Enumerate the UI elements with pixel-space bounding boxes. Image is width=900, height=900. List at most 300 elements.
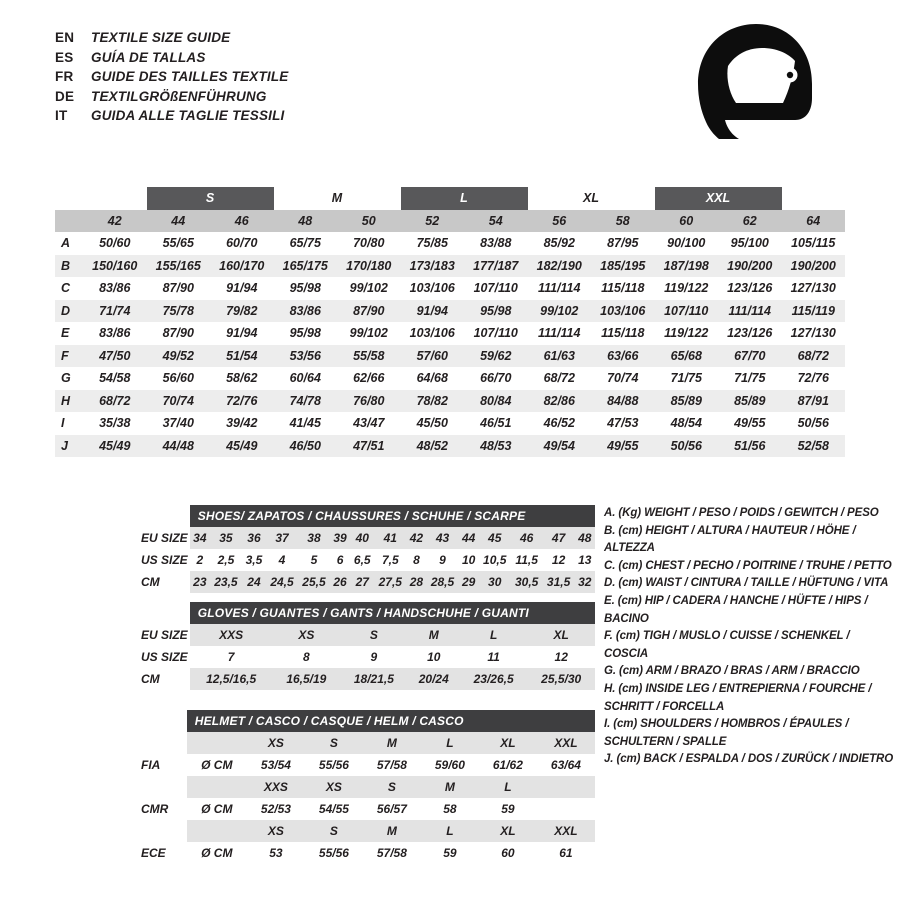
value-cell: 26 xyxy=(333,575,347,589)
measurement-cell: 99/102 xyxy=(540,303,579,318)
measurement-cell: 82/86 xyxy=(543,393,575,408)
value-cell: 3,5 xyxy=(245,553,263,567)
value-cell: 43 xyxy=(435,531,450,545)
table-row xyxy=(55,322,845,345)
measurement-cell: 177/187 xyxy=(473,258,519,273)
measurement-cell: 66/70 xyxy=(480,371,512,386)
title-lang-code: ES xyxy=(55,49,74,65)
value-cell: 9 xyxy=(439,553,446,567)
helmet-standard-label: CMR xyxy=(141,802,169,816)
measurement-cell: 115/118 xyxy=(601,281,645,296)
size-number: 58 xyxy=(591,210,655,233)
value-cell: 20/24 xyxy=(418,672,449,686)
helmet-standard-label: FIA xyxy=(141,758,161,772)
title-lang-code: DE xyxy=(55,88,75,104)
value-cell: 57/58 xyxy=(376,758,407,772)
measurement-letter: B xyxy=(61,258,71,273)
measurement-cell: 45/49 xyxy=(226,438,258,453)
helmet-value-row xyxy=(135,842,595,864)
helmet-size-label: M xyxy=(386,824,397,838)
measurement-cell: 70/74 xyxy=(607,371,639,386)
table-row xyxy=(135,668,595,690)
measurement-cell: 51/56 xyxy=(734,438,766,453)
measurement-cell: 76/80 xyxy=(353,393,385,408)
title-lang-code: EN xyxy=(55,30,75,45)
measurement-cell: 190/200 xyxy=(790,258,836,273)
value-cell: 59 xyxy=(501,802,515,816)
legend-line: A. (Kg) WEIGHT / PESO / POIDS / GEWITCH / PESO xyxy=(604,507,879,519)
value-cell: 27,5 xyxy=(378,575,402,589)
value-cell: 55/56 xyxy=(318,846,349,860)
helmet-size-label: S xyxy=(329,736,338,750)
measurement-cell: 87/91 xyxy=(797,393,829,408)
value-cell: 18/21,5 xyxy=(353,672,394,686)
spacer-cell xyxy=(187,776,247,798)
value-cell: 13 xyxy=(578,553,592,567)
legend-line: D. (cm) WAIST / CINTURA / TAILLE / HÜFTUNG / VITA xyxy=(604,577,889,590)
legend-line: J. (cm) BACK / ESPALDA / DOS / ZURÜCK / INDIETRO xyxy=(604,753,894,766)
value-cell: 30 xyxy=(488,575,502,589)
size-number: 48 xyxy=(274,210,338,233)
measurement-cell: 103/106 xyxy=(409,326,455,341)
measurement-cell: 80/84 xyxy=(480,393,512,408)
measurement-cell: 83/86 xyxy=(289,303,321,318)
spacer-cell xyxy=(135,732,187,754)
helmet-header: HELMET / CASCO / CASQUE / HELM / CASCO xyxy=(187,710,595,732)
table-row xyxy=(55,345,845,368)
value-cell: L xyxy=(489,628,498,642)
measurement-cell: 83/88 xyxy=(480,236,512,251)
value-cell: 59/60 xyxy=(434,758,465,772)
measurement-cell: 84/88 xyxy=(607,393,639,408)
value-cell: 8 xyxy=(413,553,420,567)
helmet-size-label: M xyxy=(386,736,397,750)
row-label: EU SIZE xyxy=(135,527,190,549)
spacer-cell xyxy=(135,602,190,624)
legend-line: SCHRITT / FORCELLA xyxy=(604,700,725,713)
legend-line: SCHULTERN / SPALLE xyxy=(604,735,727,748)
measurement-cell: 107/110 xyxy=(473,281,518,296)
measurement-cell: 111/114 xyxy=(538,326,581,341)
empty-cell xyxy=(537,776,595,798)
measurement-cell: 49/55 xyxy=(607,438,639,453)
value-cell: S xyxy=(369,628,378,642)
measurement-cell: 49/55 xyxy=(734,416,766,431)
gloves-header: GLOVES / GUANTES / GANTS / HANDSCHUHE / GUANTI xyxy=(190,602,595,624)
measurement-letter: H xyxy=(61,393,71,408)
measurement-cell: 123/126 xyxy=(727,326,773,341)
helmet-value-row xyxy=(135,754,595,776)
size-band-l: L xyxy=(401,187,528,210)
helmet-size-label: XL xyxy=(500,824,516,838)
measurement-cell: 49/52 xyxy=(162,348,194,363)
measurement-cell: 75/78 xyxy=(162,303,194,318)
value-cell: 28 xyxy=(409,575,424,589)
helmet-size-label: XS xyxy=(325,780,342,794)
measurement-cell: 75/85 xyxy=(416,236,448,251)
measurement-cell: 105/115 xyxy=(791,236,836,251)
size-band-blank xyxy=(55,187,83,210)
value-cell: 12,5/16,5 xyxy=(206,672,257,686)
size-number: 42 xyxy=(83,210,147,233)
value-cell: 16,5/19 xyxy=(286,672,327,686)
value-cell: 55/56 xyxy=(318,758,349,772)
title-text: GUIDA ALLE TAGLIE TESSILI xyxy=(91,108,285,123)
table-row xyxy=(55,412,845,435)
size-band-xl: XL xyxy=(583,191,599,206)
value-cell: M xyxy=(428,628,439,642)
helmet-unit-label: Ø CM xyxy=(201,846,233,860)
measurement-legend xyxy=(604,505,894,769)
value-cell: XXS xyxy=(219,628,244,642)
measurement-cell: 70/80 xyxy=(353,236,385,251)
title-row xyxy=(55,50,289,70)
size-band-blank xyxy=(83,187,147,210)
helmet-size-label: XXL xyxy=(554,824,578,838)
measurement-cell: 95/98 xyxy=(289,281,321,296)
value-cell: 11,5 xyxy=(515,553,538,567)
measurement-cell: 107/110 xyxy=(473,326,518,341)
value-cell: 37 xyxy=(275,531,289,545)
measurement-cell: 47/53 xyxy=(607,416,639,431)
title-text: GUÍA DE TALLAS xyxy=(91,49,206,65)
gloves-header-row xyxy=(135,602,595,624)
measurement-cell: 74/78 xyxy=(289,393,321,408)
legend-line: I. (cm) SHOULDERS / HOMBROS / ÉPAULES / xyxy=(604,718,849,731)
helmet-size-label: M xyxy=(444,780,455,794)
measurement-cell: 43/47 xyxy=(353,416,385,431)
measurement-cell: 85/89 xyxy=(734,393,766,408)
value-cell: 46 xyxy=(519,531,534,545)
measurement-cell: 48/53 xyxy=(480,438,512,453)
measurement-cell: 59/62 xyxy=(480,348,512,363)
measurement-cell: 41/45 xyxy=(289,416,321,431)
measurement-cell: 47/51 xyxy=(353,438,385,453)
value-cell: 5 xyxy=(310,553,318,567)
measurement-cell: 115/118 xyxy=(601,326,645,341)
value-cell: 12 xyxy=(551,553,566,567)
table-row xyxy=(135,527,595,549)
measurement-cell: 85/92 xyxy=(543,236,575,251)
measurement-cell: 91/94 xyxy=(226,281,258,296)
size-number: 46 xyxy=(210,210,274,233)
value-cell: 24,5 xyxy=(270,575,294,589)
measurement-cell: 87/95 xyxy=(607,236,639,251)
measurement-cell: 49/54 xyxy=(543,438,575,453)
value-cell: 25,5 xyxy=(302,575,326,589)
helmet-unit-label: Ø CM xyxy=(201,802,233,816)
measurement-cell: 91/94 xyxy=(226,326,258,341)
size-band-xxl: XXL xyxy=(655,187,782,210)
measurement-letter: D xyxy=(61,303,71,318)
title-row xyxy=(55,108,289,128)
value-cell: 53 xyxy=(269,846,283,860)
value-cell: 29 xyxy=(461,575,476,589)
title-row xyxy=(55,69,289,89)
measurement-cell: 71/74 xyxy=(99,303,131,318)
measurement-cell: 54/58 xyxy=(99,371,131,386)
measurement-cell: 155/165 xyxy=(155,258,201,273)
measurement-cell: 70/74 xyxy=(162,393,194,408)
value-cell: XL xyxy=(553,628,569,642)
value-cell: 2,5 xyxy=(217,553,235,567)
measurement-cell: 35/38 xyxy=(99,416,131,431)
value-cell: 6,5 xyxy=(353,553,371,567)
measurement-letter: I xyxy=(61,416,65,431)
value-cell: 61/62 xyxy=(492,758,523,772)
title-row xyxy=(55,30,289,50)
empty-cell xyxy=(537,798,595,820)
size-number: 64 xyxy=(782,210,846,233)
size-band-m: M xyxy=(331,191,343,206)
measurement-letter: C xyxy=(61,281,71,296)
value-cell: 42 xyxy=(409,531,424,545)
helmet-size-table xyxy=(135,710,595,864)
value-cell: 12 xyxy=(554,650,568,664)
measurement-cell: 91/94 xyxy=(416,303,448,318)
helmet-size-row xyxy=(135,732,595,754)
measurement-cell: 48/52 xyxy=(416,438,448,453)
measurement-cell: 160/170 xyxy=(219,258,265,273)
measurement-cell: 173/183 xyxy=(409,258,455,273)
value-cell: 23 xyxy=(193,575,207,589)
measurement-cell: 87/90 xyxy=(353,303,385,318)
measurement-cell: 150/160 xyxy=(92,258,138,273)
size-number: 56 xyxy=(528,210,592,233)
measurement-cell: 185/195 xyxy=(600,258,646,273)
title-block xyxy=(55,30,289,128)
value-cell: 57/58 xyxy=(376,846,407,860)
size-band-s: S xyxy=(147,187,274,210)
shoes-header-row xyxy=(135,505,595,527)
spacer-cell xyxy=(135,776,187,798)
title-row xyxy=(55,89,289,109)
measurement-cell: 58/62 xyxy=(226,371,258,386)
measurement-cell: 95/100 xyxy=(730,236,769,251)
measurement-cell: 64/68 xyxy=(416,371,448,386)
size-number: 44 xyxy=(147,210,211,233)
shoes-size-table xyxy=(135,505,595,593)
table-row xyxy=(55,277,845,300)
measurement-cell: 72/76 xyxy=(226,393,258,408)
measurement-cell: 45/50 xyxy=(416,416,448,431)
value-cell: 53/54 xyxy=(260,758,291,772)
value-cell: 59 xyxy=(443,846,457,860)
measurement-cell: 99/102 xyxy=(349,281,388,296)
measurement-cell: 68/72 xyxy=(543,371,575,386)
measurement-cell: 63/66 xyxy=(607,348,639,363)
row-label: CM xyxy=(135,668,190,690)
helmet-size-label: S xyxy=(387,780,396,794)
helmet-size-label: S xyxy=(329,824,338,838)
value-cell: 25,5/30 xyxy=(541,672,582,686)
measurement-letter: J xyxy=(61,438,68,453)
measurement-cell: 170/180 xyxy=(346,258,392,273)
legend-line: C. (cm) CHEST / PECHO / POITRINE / TRUHE / PETTO xyxy=(604,559,892,572)
legend-line: G. (cm) ARM / BRAZO / BRAS / ARM / BRACCIO xyxy=(604,665,860,678)
table-row xyxy=(55,390,845,413)
value-cell: 4 xyxy=(278,553,286,567)
value-cell: 45 xyxy=(488,531,502,545)
value-cell: 44 xyxy=(461,531,476,545)
measurement-cell: 55/65 xyxy=(162,236,194,251)
value-cell: 27 xyxy=(355,575,369,589)
measurement-cell: 52/58 xyxy=(797,438,829,453)
spacer-cell xyxy=(135,710,187,732)
measurement-cell: 85/89 xyxy=(670,393,702,408)
measurement-cell: 71/75 xyxy=(734,371,766,386)
helmet-unit-label: Ø CM xyxy=(201,758,233,772)
helmet-size-label: L xyxy=(446,824,454,838)
value-cell: 38 xyxy=(307,531,321,545)
table-row xyxy=(135,646,595,668)
measurement-cell: 127/130 xyxy=(790,326,836,341)
measurement-cell: 165/175 xyxy=(282,258,328,273)
spacer-cell xyxy=(187,820,247,842)
measurement-cell: 87/90 xyxy=(162,326,194,341)
table-row xyxy=(55,367,845,390)
measurement-cell: 60/70 xyxy=(226,236,258,251)
size-number: 62 xyxy=(718,210,782,233)
value-cell: 61 xyxy=(559,846,573,860)
measurement-cell: 68/72 xyxy=(797,348,829,363)
value-cell: 60 xyxy=(501,846,515,860)
helmet-header-row xyxy=(135,710,595,732)
helmet-size-label: XXS xyxy=(263,780,288,794)
measurement-cell: 119/122 xyxy=(664,281,709,296)
row-label: CM xyxy=(135,571,190,593)
shoes-header: SHOES/ ZAPATOS / CHAUSSURES / SCHUHE / SCARPE xyxy=(190,505,595,527)
value-cell: 47 xyxy=(551,531,566,545)
value-cell: 8 xyxy=(302,650,310,664)
measurement-cell: 79/82 xyxy=(226,303,258,318)
measurement-letter: A xyxy=(61,236,71,251)
measurement-cell: 107/110 xyxy=(664,303,709,318)
measurement-cell: 72/76 xyxy=(797,371,829,386)
value-cell: 41 xyxy=(383,531,397,545)
measurement-cell: 111/114 xyxy=(728,303,771,318)
value-cell: 63/64 xyxy=(550,758,581,772)
measurement-cell: 127/130 xyxy=(790,281,836,296)
measurement-cell: 48/54 xyxy=(670,416,702,431)
size-number: 50 xyxy=(337,210,401,233)
value-cell: 35 xyxy=(219,531,233,545)
title-lang-code: FR xyxy=(55,69,74,84)
measurement-cell: 39/42 xyxy=(226,416,258,431)
measurement-cell: 187/198 xyxy=(663,258,709,273)
value-cell: 11 xyxy=(487,650,500,664)
table-row xyxy=(55,435,845,458)
measurement-cell: 50/56 xyxy=(670,438,702,453)
helmet-size-row xyxy=(135,820,595,842)
row-label: US SIZE xyxy=(135,646,190,668)
value-cell: 7 xyxy=(227,650,235,664)
size-band-blank xyxy=(782,187,846,210)
measurement-letter: G xyxy=(61,371,71,386)
value-cell: 52/53 xyxy=(260,802,291,816)
table-row xyxy=(135,624,595,646)
measurement-cell: 62/66 xyxy=(353,371,385,386)
helmet-size-label: L xyxy=(504,780,512,794)
helmet-size-label: XL xyxy=(500,736,516,750)
measurement-cell: 190/200 xyxy=(727,258,773,273)
spacer-cell xyxy=(135,505,190,527)
value-cell: 56/57 xyxy=(376,802,407,816)
helmet-size-row xyxy=(135,776,595,798)
helmet-value-row xyxy=(135,798,595,820)
value-cell: XS xyxy=(298,628,315,642)
measurement-letter: F xyxy=(61,348,69,363)
measurement-letter: E xyxy=(61,326,70,341)
measurement-cell: 115/119 xyxy=(791,303,835,318)
gloves-size-table xyxy=(135,602,595,690)
value-cell: 10 xyxy=(427,650,441,664)
value-cell: 58 xyxy=(443,802,457,816)
value-cell: 54/55 xyxy=(318,802,349,816)
measurement-cell: 103/106 xyxy=(409,281,455,296)
helmet-standard-label: ECE xyxy=(141,846,166,860)
measurement-cell: 44/48 xyxy=(162,438,194,453)
legend-line: H. (cm) INSIDE LEG / ENTREPIERNA / FOURCHE / xyxy=(604,682,872,695)
measurement-cell: 46/51 xyxy=(480,416,512,431)
measurement-cell: 50/60 xyxy=(99,236,131,251)
title-text: TEXTILGRÖßENFÜHRUNG xyxy=(91,88,267,104)
legend-line: E. (cm) HIP / CADERA / HANCHE / HÜFTE / HIPS / BACINO xyxy=(604,594,868,625)
row-label: US SIZE xyxy=(135,549,190,571)
measurement-cell: 67/70 xyxy=(734,348,766,363)
measurement-cell: 57/60 xyxy=(416,348,448,363)
measurement-cell: 83/86 xyxy=(99,281,131,296)
value-cell: 32 xyxy=(578,575,592,589)
measurement-cell: 46/50 xyxy=(289,438,321,453)
measurement-cell: 53/56 xyxy=(289,348,321,363)
measurement-cell: 55/58 xyxy=(353,348,385,363)
helmet-icon xyxy=(690,22,820,157)
title-text: GUIDE DES TAILLES TEXTILE xyxy=(91,69,289,84)
measurement-cell: 65/75 xyxy=(289,236,321,251)
table-row xyxy=(135,549,595,571)
value-cell: 2 xyxy=(196,553,204,567)
measurement-cell: 60/64 xyxy=(289,371,321,386)
helmet-size-label: L xyxy=(446,736,454,750)
measurement-cell: 123/126 xyxy=(727,281,773,296)
table-row xyxy=(55,300,845,323)
measurement-cell: 78/82 xyxy=(416,393,448,408)
value-cell: 23,5 xyxy=(214,575,238,589)
numeric-size-header-row xyxy=(55,210,845,233)
value-cell: 39 xyxy=(333,531,347,545)
measurement-cell: 65/68 xyxy=(670,348,702,363)
value-cell: 31,5 xyxy=(546,575,571,589)
table-row xyxy=(55,232,845,255)
value-cell: 10,5 xyxy=(483,553,507,567)
helmet-size-label: XS xyxy=(267,736,284,750)
value-cell: 28,5 xyxy=(430,575,455,589)
helmet-size-label: XXL xyxy=(554,736,578,750)
value-cell: 30,5 xyxy=(514,575,539,589)
legend-line: F. (cm) TIGH / MUSLO / CUISSE / SCHENKEL / COSCIA xyxy=(604,630,850,660)
measurement-cell: 90/100 xyxy=(667,236,706,251)
measurement-cell: 56/60 xyxy=(162,371,194,386)
value-cell: 36 xyxy=(247,531,261,545)
size-number: 52 xyxy=(401,210,465,233)
measurement-cell: 111/114 xyxy=(538,281,581,296)
textile-size-table xyxy=(55,187,845,457)
measurement-cell: 95/98 xyxy=(289,326,321,341)
measurement-cell: 47/50 xyxy=(99,348,131,363)
size-number: 60 xyxy=(655,210,719,233)
measurement-cell: 37/40 xyxy=(162,416,194,431)
